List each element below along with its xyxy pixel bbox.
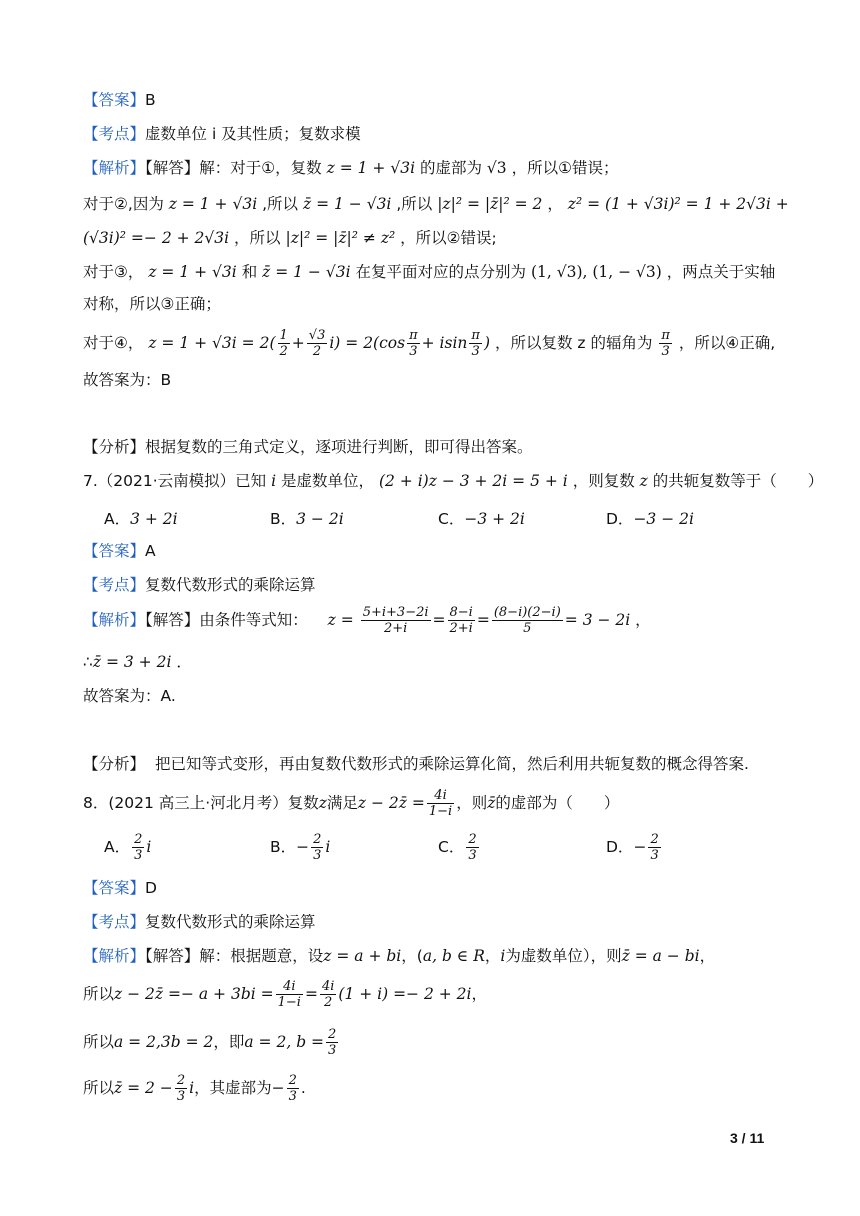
denominator: 3: [313, 848, 322, 863]
formula: a = 2, b =: [244, 1033, 325, 1051]
text: ，所以①错误；: [511, 159, 619, 177]
text: 满足: [326, 794, 358, 812]
option-label: A．: [104, 838, 131, 856]
q6-point-line: [83, 124, 361, 144]
numerator: 8−i: [449, 605, 473, 620]
q6-solution-line-5: [83, 294, 221, 314]
reason-tag: 【分析】: [83, 755, 146, 773]
formula: z =: [327, 611, 354, 629]
denominator: 2: [324, 995, 333, 1010]
q7-point: 复数代数形式的乘除运算: [145, 576, 316, 594]
text: 为虚数单位），则: [505, 947, 622, 965]
numerator: π: [471, 328, 480, 343]
analysis-tag: 【解析】: [83, 611, 146, 629]
formula: z̄ = a − bi: [621, 947, 700, 965]
q6-solution-line-6: [83, 326, 775, 360]
denominator: 3: [661, 344, 670, 359]
formula: z̄ = 3 + 2i: [92, 653, 172, 671]
fraction: [320, 979, 336, 1010]
text: 所以: [83, 1079, 115, 1097]
formula: +: [291, 334, 305, 352]
fraction: [492, 605, 563, 636]
formula: =: [432, 611, 446, 629]
q7-option-a: [104, 507, 178, 529]
denominator: 3: [650, 848, 659, 863]
formula: −: [633, 838, 647, 856]
q7-stem: [83, 471, 823, 491]
text: 故答案为：B: [83, 371, 172, 389]
text: 故答案为：A.: [83, 687, 176, 705]
text: 对于②,因为: [83, 195, 164, 213]
denominator: 3: [409, 344, 418, 359]
text: .: [300, 1079, 306, 1097]
fraction: [466, 832, 478, 863]
page-number: 3 / 11: [730, 1130, 765, 1146]
denominator: 2: [312, 344, 322, 359]
formula: z = 1 + √3i: [326, 159, 416, 177]
q7-point-line: [83, 575, 316, 595]
fraction: [448, 605, 475, 636]
q8-solution-line-4: [83, 1070, 306, 1106]
point-tag: 【考点】: [83, 125, 146, 143]
text: ，(: [401, 947, 423, 965]
formula: + isin: [421, 334, 468, 352]
solution-tag: 【解答】: [145, 159, 200, 177]
q8-option-b: [270, 832, 330, 863]
formula: z̄ = 1 − √3i: [302, 195, 392, 213]
text: 是虚数单位，: [281, 472, 375, 490]
q6-point: 虚数单位 i 及其性质；复数求模: [145, 125, 361, 143]
solution-tag: 【解答】: [145, 947, 200, 965]
formula: z: [318, 794, 327, 812]
text: ，: [484, 947, 501, 965]
q8-option-c: [438, 832, 481, 863]
formula: z: [639, 472, 648, 490]
formula: z² = (1 + √3i)² = 1 + 2√3i +: [567, 195, 789, 213]
formula: √3: [486, 159, 507, 177]
text: 把已知等式变形，再由复数代数形式的乘除运算化简，然后利用共轭复数的概念得答案.: [155, 755, 749, 773]
text: ，: [547, 195, 563, 213]
q7-solution-line-3: [83, 686, 176, 706]
formula: z = 1 + √3i: [168, 195, 258, 213]
q8-answer-line: [83, 878, 157, 898]
point-tag: 【考点】: [83, 576, 146, 594]
formula: i: [271, 472, 277, 490]
q8-solution-line-3: [83, 1024, 340, 1060]
denominator: 2: [279, 344, 288, 359]
fraction: [278, 328, 290, 359]
fraction: [307, 328, 328, 359]
text: 对于③，: [83, 263, 144, 281]
text: ，所以④正确,: [678, 334, 776, 352]
numerator: 5+i+3−2i: [362, 605, 429, 620]
q8-answer: D: [145, 879, 157, 897]
formula: (1, √3), (1, − √3): [530, 263, 662, 281]
text: 根据复数的三角式定义，逐项进行判断，即可得出答案。: [145, 438, 533, 456]
numerator: 2: [176, 1073, 186, 1088]
text: ．: [176, 653, 192, 671]
formula: i) = 2(cos: [329, 334, 406, 352]
text: ，所以②错误;: [400, 229, 497, 247]
denominator: 1−i: [277, 995, 301, 1010]
text: 由条件等式知：: [199, 611, 308, 629]
text: ，即: [213, 1033, 245, 1051]
formula: z̄ = 1 − √3i: [262, 263, 351, 281]
denominator: 3: [288, 1089, 297, 1104]
text: ，两点关于实轴: [666, 263, 776, 281]
text: 7.（2021·云南模拟）已知: [83, 472, 267, 490]
q6-reason-line: [83, 437, 533, 457]
formula: z = 1 + √3i: [148, 263, 237, 281]
q7-reason-line: [83, 754, 749, 774]
numerator: 2: [313, 832, 322, 847]
numerator: 4i: [276, 979, 303, 995]
option-label: B．: [270, 838, 297, 856]
numerator: 2: [288, 1073, 297, 1088]
formula: −: [296, 838, 310, 856]
fraction: [361, 605, 431, 636]
text: 的共轭复数等于（ ）: [652, 472, 824, 490]
formula: =: [476, 611, 490, 629]
denominator: 3: [328, 1043, 337, 1058]
text: 解：对于①，复数: [199, 159, 322, 177]
text: 对称，所以③正确；: [83, 295, 221, 313]
text: ,所以: [396, 195, 433, 213]
denominator: 5: [523, 621, 532, 636]
formula: i: [500, 947, 506, 965]
answer-tag: 【答案】: [83, 91, 146, 109]
therefore-symbol: ∴: [83, 653, 93, 671]
analysis-tag: 【解析】: [83, 159, 146, 177]
q6-solution-line-4: [83, 262, 775, 282]
fraction: [469, 328, 482, 359]
fraction: [287, 1073, 299, 1104]
formula: a, b ∈ R: [422, 947, 485, 965]
numerator: 2: [328, 1027, 337, 1042]
q8-option-a: [104, 832, 151, 863]
text: ，则复数: [572, 472, 635, 490]
formula: = 3 − 2i: [564, 611, 631, 629]
text: ，: [699, 947, 716, 965]
numerator: π: [661, 328, 670, 343]
formula: z − 2z̄ =− a + 3bi =: [114, 985, 274, 1003]
q7-option-c: [438, 507, 525, 529]
text: 所以: [83, 985, 115, 1003]
formula: (√3i)² =− 2 + 2√3i: [83, 229, 230, 247]
q8-point: 复数代数形式的乘除运算: [145, 913, 316, 931]
fraction: [326, 1027, 338, 1058]
numerator: 4i: [427, 788, 454, 804]
denominator: 1−i: [428, 804, 453, 819]
fraction: [659, 328, 672, 359]
formula: −3 − 2i: [633, 510, 694, 528]
text: ,所以: [262, 195, 299, 213]
formula: |z|² = |z̄|² = 2: [437, 195, 543, 213]
text: 解：根据题意，设: [199, 947, 324, 965]
q7-solution-line-1: [83, 602, 651, 638]
reason-tag: 【分析】: [83, 438, 146, 456]
text: 8．(2021 高三上·河北月考）复数: [83, 794, 319, 812]
text: ，所以: [234, 229, 281, 247]
numerator: 4i: [321, 979, 335, 994]
numerator: (8−i)(2−i): [493, 605, 561, 620]
q8-stem: [83, 786, 619, 820]
point-tag: 【考点】: [83, 913, 146, 931]
option-label: B．: [270, 510, 297, 528]
text: 的虚部为（ ）: [495, 794, 620, 812]
formula: z̄ = 2 −: [114, 1079, 173, 1097]
text: 和: [241, 263, 258, 281]
text: 所以: [83, 1033, 115, 1051]
formula: ): [483, 334, 491, 352]
formula: 3 − 2i: [296, 510, 344, 528]
denominator: 3: [176, 1089, 186, 1104]
q6-solution-line-1: [83, 158, 619, 178]
fraction: [276, 979, 303, 1010]
numerator: 1: [279, 328, 288, 343]
option-label: D．: [606, 510, 634, 528]
formula: (1 + i) =− 2 + 2i: [338, 985, 472, 1003]
text: ，则: [456, 794, 488, 812]
denominator: 3: [471, 344, 480, 359]
q6-answer-line: [83, 90, 156, 110]
formula: a = 2,3b = 2: [114, 1033, 214, 1051]
numerator: 2: [134, 832, 143, 847]
analysis-tag: 【解析】: [83, 947, 146, 965]
option-label: A．: [104, 510, 131, 528]
q8-solution-line-1: [83, 946, 715, 966]
answer-tag: 【答案】: [83, 542, 146, 560]
option-label: C．: [438, 510, 465, 528]
formula: z = a + bi: [323, 947, 402, 965]
q7-answer: A: [145, 542, 156, 560]
fraction: [175, 1073, 187, 1104]
q7-option-b: [270, 507, 344, 529]
q6-solution-line-2: [83, 194, 789, 214]
formula: z̄: [487, 794, 496, 812]
numerator: π: [409, 328, 418, 343]
formula: i: [189, 1079, 195, 1097]
formula: −3 + 2i: [464, 510, 525, 528]
fraction: [407, 328, 420, 359]
q7-option-d: [606, 507, 694, 529]
numerator: 2: [468, 832, 477, 847]
denominator: 2+i: [449, 621, 473, 636]
option-label: C．: [438, 838, 465, 856]
formula: −: [271, 1079, 285, 1097]
denominator: 3: [468, 848, 477, 863]
text: 在复平面对应的点分别为: [355, 263, 526, 281]
q6-solution-line-3: [83, 228, 497, 248]
text: 的虚部为: [419, 159, 482, 177]
text: ，其虚部为: [194, 1079, 272, 1097]
formula: 3 + 2i: [130, 510, 178, 528]
q7-solution-line-2: [83, 652, 192, 672]
denominator: 3: [134, 848, 143, 863]
q8-point-line: [83, 912, 316, 932]
fraction: [648, 832, 660, 863]
formula: =: [304, 985, 318, 1003]
numerator: 2: [650, 832, 659, 847]
q8-option-d: [606, 832, 663, 863]
q8-solution-line-2: [83, 976, 487, 1012]
fraction: [311, 832, 323, 863]
formula: i: [325, 838, 331, 856]
text: 对于④，: [83, 334, 144, 352]
text: ，: [471, 985, 488, 1003]
option-label: D．: [606, 838, 634, 856]
text: ，: [635, 611, 651, 629]
numerator: √3: [308, 328, 326, 343]
formula: |z|² = |z̄|² ≠ z²: [285, 229, 396, 247]
q6-solution-line-7: [83, 370, 171, 390]
formula: z = 1 + √3i = 2(: [148, 334, 276, 352]
q6-answer: B: [145, 91, 156, 109]
text: ，所以复数 z 的辐角为: [494, 334, 653, 352]
denominator: 2+i: [383, 621, 408, 636]
solution-tag: 【解答】: [145, 611, 200, 629]
fraction: [132, 832, 144, 863]
formula: z − 2z̄ =: [357, 794, 425, 812]
q7-answer-line: [83, 541, 156, 561]
formula: i: [146, 838, 152, 856]
fraction: [427, 788, 454, 819]
answer-tag: 【答案】: [83, 879, 146, 897]
formula: (2 + i)z − 3 + 2i = 5 + i: [378, 472, 568, 490]
